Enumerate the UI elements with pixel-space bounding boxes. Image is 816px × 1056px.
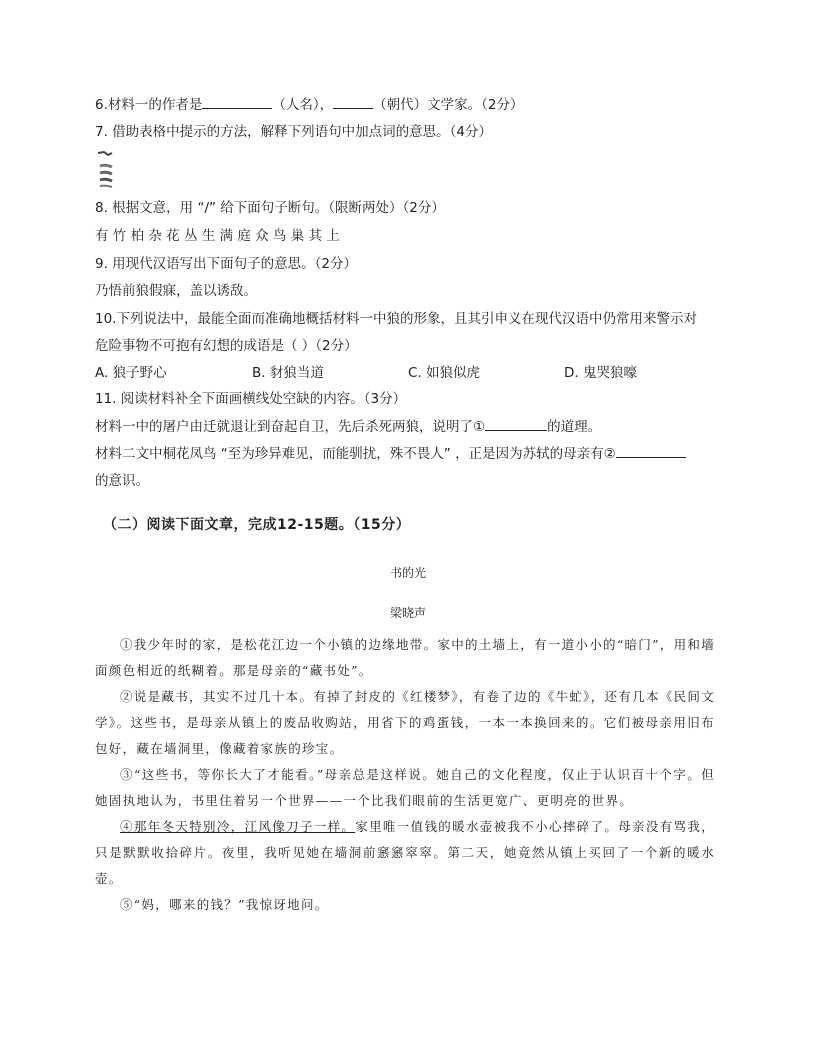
paragraph-3: ③“这些书，等你长大了才能看。”母亲总是这样说。她自己的文化程度，仅止于认识百十个字。但她固执地认为，书里住着另一个世界——一个比我们眼前的生活更宽广、更明亮的世界。 [95,767,715,808]
question-9-sentence: 乃悟前狼假寐，盖以诱敌。 [95,283,257,299]
article-title: 书的光 [389,566,426,580]
question-11-line-3: 的意识。 [95,473,149,489]
option-d[interactable]: D. 鬼哭狼嚎 [564,365,637,381]
table-image [96,150,116,190]
question-9: 9. 用现代汉语写出下面句子的意思。（2分） [95,256,358,272]
answer-blank[interactable] [202,94,272,109]
article-body [95,632,715,918]
question-7: 7. 借助表格中提示的方法，解释下列语句中加点词的意思。（4分） [95,124,493,140]
answer-blank[interactable] [485,416,547,431]
paragraph-2: ②说是藏书，其实不过几十本。有掉了封皮的《红楼梦》，有卷了边的《牛虻》，还有几本《民间文学》。这些书，是母亲从镇上的废品收购站，用省下的鸡蛋钱，一本一本换回来的。它们被母亲用旧布包好，藏在墙洞里，像藏着家族的珍宝。 [95,689,715,756]
answer-blank[interactable] [333,94,373,109]
question-11: 11. 阅读材料补全下面画横线处空缺的内容。（3分） [95,391,407,407]
option-c[interactable]: C. 如狼似虎 [408,365,481,381]
paragraph-5: ⑤“妈，哪来的钱？”我惊讶地问。 [120,897,329,912]
paragraph-4: ④那年冬天特别冷，江风像刀子一样。家里唯一值钱的暖水壶被我不小心摔碎了。母亲没有骂我，只是默默收拾碎片。夜里，我听见她在墙洞前窸窸窣窣。第二天，她竟然从镇上买回了一个新的暖水壶。 [95,819,715,886]
question-6: 6.材料一的作者是 （人名）， （朝代）文学家。（2分） [95,94,523,115]
option-a[interactable]: A. 狼子野心 [95,365,167,381]
question-10-line-2: 危险事物不可抱有幻想的成语是（ ）（2分） [95,338,358,354]
underlined-sentence: ④那年冬天特别冷，江风像刀子一样。 [120,819,356,834]
question-11-line-1: 材料一中的屠户由迁就退让到奋起自卫，先后杀死两狼，说明了① 的道理。 [95,416,601,437]
answer-blank[interactable] [616,443,686,458]
question-8-sentence: 有 竹 柏 杂 花 丛 生 满 庭 众 鸟 巢 其 上 [95,228,340,244]
article-author: 梁晓声 [389,606,426,620]
question-10-line-1: 10.下列说法中，最能全面而准确地概括材料一中狼的形象，且其引申义在现代汉语中仍常用来警示对 [95,311,697,327]
section-title: （二）阅读下面文章，完成12-15题。（15分） [103,517,411,533]
question-8: 8. 根据文意，用 “/” 给下面句子断句。（限断两处）（2分） [95,200,445,216]
question-11-line-2: 材料二文中桐花凤鸟 “至为珍异难见，而能驯扰，殊不畏人” ，正是因为苏轼的母亲有② [95,443,686,464]
paragraph-1: ①我少年时的家，是松花江边一个小镇的边缘地带。家中的土墙上，有一道小小的“暗门”，用和墙面颜色相近的纸糊着。那是母亲的“藏书处”。 [95,637,715,678]
option-b[interactable]: B. 豺狼当道 [252,365,324,381]
